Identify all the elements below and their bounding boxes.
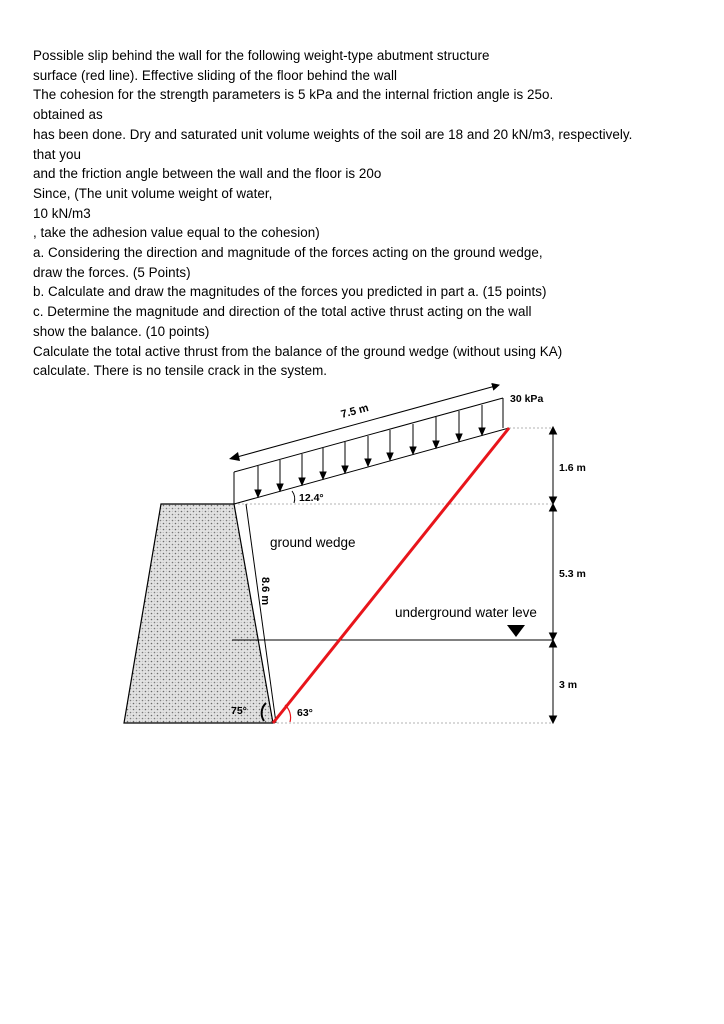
question-line: 10 kN/m3 [33, 205, 91, 221]
question-line: b. Calculate and draw the magnitudes of the forces you predicted in part a. (15 points) [33, 284, 547, 300]
question-line: draw the forces. (5 Points) [33, 264, 191, 280]
question-line: The cohesion for the strength parameters is 5 kPa and the internal friction angle is 25o. [33, 87, 554, 103]
question-line: Calculate the total active thrust from the balance of the ground wedge (without using KA) [33, 343, 563, 359]
slope-angle-label: 12.4° [299, 492, 324, 504]
question-line: Possible slip behind the wall for the following weight-type abutment structure [33, 48, 490, 63]
slip-angle-label: 63° [297, 707, 313, 719]
wall-height-label: 8.6 m [259, 577, 271, 606]
slope-length-arrow-start [229, 452, 240, 461]
slip-surface-line [273, 428, 509, 723]
dashed-guides [234, 428, 553, 723]
dim-top-label: 1.6 m [559, 462, 586, 474]
water-table-icon [507, 625, 525, 637]
question-line: calculate. There is no tensile crack in the system. [33, 363, 328, 379]
question-line: , take the adhesion value equal to the cohesion) [33, 225, 320, 241]
question-line: has been done. Dry and saturated unit volume weights of the soil are 18 and 20 kN/m3, respectively. [33, 126, 633, 142]
surcharge-arrows [255, 405, 485, 497]
slope-length-label: 7.5 m [339, 402, 370, 421]
question-line: surface (red line). Effective sliding of the floor behind the wall [33, 67, 398, 83]
question-line: obtained as [33, 107, 103, 123]
question-line: and the friction angle between the wall and the floor is 20o [33, 166, 382, 182]
ground-wedge-label: ground wedge [270, 535, 356, 550]
wall-angle-label: 75° [231, 705, 247, 717]
question-line: c. Determine the magnitude and direction of the total active thrust acting on the wall [33, 304, 532, 320]
height-dimensions [550, 427, 557, 723]
surcharge-label: 30 kPa [510, 393, 544, 405]
question-line: a. Considering the direction and magnitude of the forces acting on the ground wedge, [33, 245, 543, 261]
slope-angle-arc [292, 491, 295, 503]
dim-bottom-label: 3 m [559, 679, 578, 691]
question-line: that you [33, 146, 82, 162]
question-line: show the balance. (10 points) [33, 323, 210, 339]
dim-middle-label: 5.3 m [559, 568, 586, 580]
question-line: Since, (The unit volume weight of water, [33, 185, 273, 201]
water-table-label: underground water leve [395, 605, 537, 620]
